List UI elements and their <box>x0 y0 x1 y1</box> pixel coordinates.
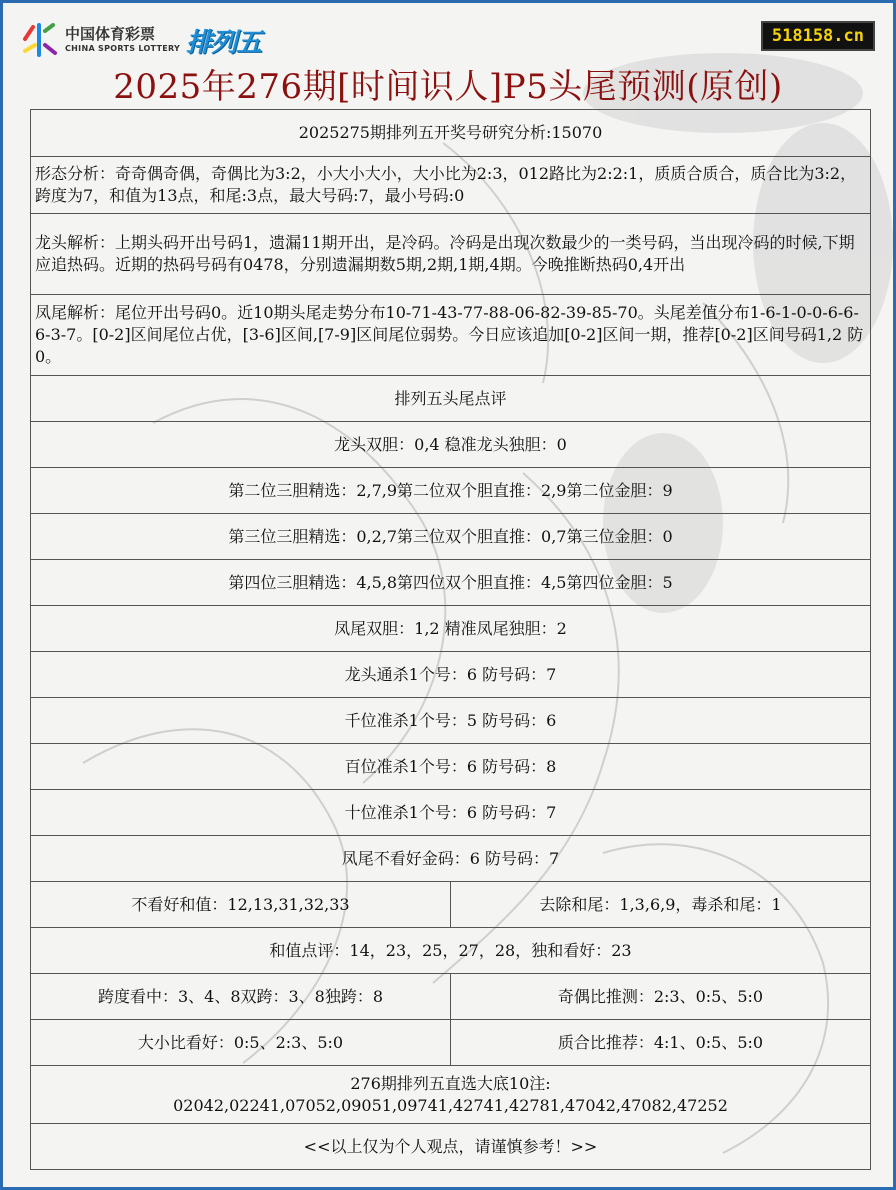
kill-ten: 十位准杀1个号：6 防号码：7 <box>31 790 871 836</box>
sum-bad: 不看好和值：12,13,31,32,33 <box>31 882 451 928</box>
prime-pick: 质合比推荐：4:1、0:5、5:0 <box>451 1020 871 1066</box>
span-pick: 跨度看中：3、4、8双跨：3、8独跨：8 <box>31 974 451 1020</box>
lottery-logo-icon <box>19 21 59 59</box>
tail-analysis: 凤尾解析：尾位开出号码0。近10期头尾走势分布10-71-43-77-88-06-82-39-85-70。头尾差值分布1-6-1-0-0-6-6-6-3-7。[0-2]区间尾位占优，[3-6]区间,[7-9]区间尾位弱势。今日应该追加[0-2]区间一期，推荐[0-2]区间号码1,2 防0。 <box>31 295 871 376</box>
position-4-picks: 第四位三胆精选：4,5,8第四位双个胆直推：4,5第四位金胆：5 <box>31 560 871 606</box>
picks-cell <box>31 1066 871 1124</box>
position-3-picks: 第三位三胆精选：0,2,7第三位双个胆直推：0,7第三位金胆：0 <box>31 514 871 560</box>
head-analysis: 龙头解析：上期头码开出号码1，遗漏11期开出，是冷码。冷码是出现次数最少的一类号码，当出现冷码的时候,下期应追热码。近期的热码号码有0478，分别遗漏期数5期,2期,1期,4期。今晚推断热码0,4开出 <box>31 214 871 295</box>
disclaimer: <<以上仅为个人观点，请谨慎参考！>> <box>31 1124 871 1170</box>
form-analysis: 形态分析：奇奇偶奇偶，奇偶比为3:2，小大小大小，大小比为2:3，012路比为2:2:1，质质合质合，质合比为3:2，跨度为7，和值为13点，和尾:3点，最大号码:7，最小号码:0 <box>31 157 871 214</box>
kill-head: 龙头通杀1个号：6 防号码：7 <box>31 652 871 698</box>
logo-text <box>65 27 180 53</box>
head-double: 龙头双胆：0,4 稳准龙头独胆：0 <box>31 422 871 468</box>
kill-hundred: 百位准杀1个号：6 防号码：8 <box>31 744 871 790</box>
odd-even-pick: 奇偶比推测：2:3、0:5、5:0 <box>451 974 871 1020</box>
sum-review: 和值点评：14，23，25，27，28，独和看好：23 <box>31 928 871 974</box>
logo-cn: 中国体育彩票 <box>65 25 156 43</box>
kill-thousand: 千位准杀1个号：5 防号码：6 <box>31 698 871 744</box>
tail-bad: 凤尾不看好金码：6 防号码：7 <box>31 836 871 882</box>
picks-label: 276期排列五直选大底10注: <box>350 1073 551 1093</box>
analysis-heading: 2025275期排列五开奖号研究分析:15070 <box>31 110 871 157</box>
sum-tail-remove: 去除和尾：1,3,6,9，毒杀和尾：1 <box>451 882 871 928</box>
big-small-pick: 大小比看好：0:5、2:3、5:0 <box>31 1020 451 1066</box>
position-2-picks: 第二位三胆精选：2,7,9第二位双个胆直推：2,9第二位金胆：9 <box>31 468 871 514</box>
logo-en: CHINA SPORTS LOTTERY <box>65 44 181 53</box>
review-heading: 排列五头尾点评 <box>31 376 871 422</box>
picks-numbers: 02042,02241,07052,09051,09741,42741,42781,47042,47082,47252 <box>173 1095 728 1115</box>
logo-brand: 排列五 <box>186 27 262 58</box>
header <box>3 3 893 108</box>
logo <box>19 21 261 59</box>
site-badge[interactable]: 518158.cn <box>761 21 875 51</box>
tail-double: 凤尾双胆：1,2 精准凤尾独胆：2 <box>31 606 871 652</box>
page-title: 2025年276期[时间识人]P5头尾预测(原创) <box>113 67 783 107</box>
prediction-table <box>30 109 871 1170</box>
